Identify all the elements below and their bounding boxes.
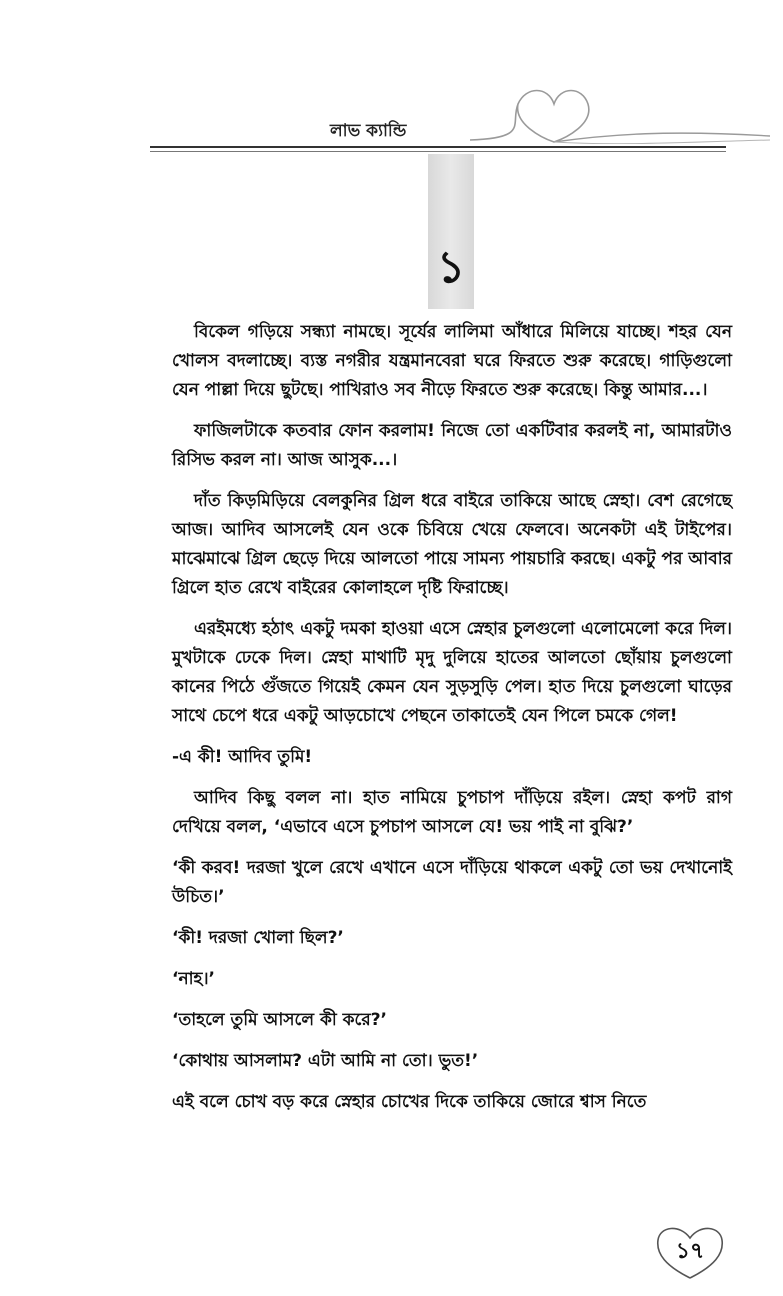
header-rule (150, 146, 726, 148)
heart-ornament-icon (470, 64, 770, 144)
paragraph: -এ কী! আদিব তুমি! (172, 747, 313, 767)
paragraph: ফাজিলটাকে কতবার ফোন করলাম! নিজে তো একটিবার করলই না, আমারটাও রিসিভ করল না। আজ আসুক...। (172, 421, 732, 470)
paragraph: ‘কী! দরজা খোলা ছিল?’ (172, 928, 344, 948)
page-number: ১৭ (675, 1239, 705, 1264)
chapter-marker (428, 154, 474, 309)
running-head-title: লাভ ক্যান্ডি (330, 121, 407, 141)
paragraph: ‘কী করব! দরজা খুলে রেখে এখানে এসে দাঁড়িয়ে থাকলে একটু তো ভয় দেখানোই উচিত।’ (172, 858, 732, 907)
paragraph: ‘কোথায় আসলাম? এটা আমি না তো। ভুত!’ (172, 1051, 479, 1071)
paragraph: দাঁত কিড়মিড়িয়ে বেলকুনির গ্রিল ধরে বাইরে তাকিয়ে আছে স্নেহা। বেশ রেগেছে আজ। আদিব আসলেই যেন ওকে চিবিয়ে খেয়ে ফেলবে। অনেকটা এই টাইপের। মাঝেমাঝে গ্রিল ছেড়ে দিয়ে আলতো পায়ে সামন্য পায়চারি করছে। একটু পর আবার গ্রিলে হাত রেখে বাইরের কোলাহলে দৃষ্টি ফিরাচ্ছে। (172, 491, 732, 598)
chapter-number: ১ (436, 242, 466, 293)
page-number-badge (652, 1220, 728, 1282)
paragraph: বিকেল গড়িয়ে সন্ধ্যা নামছে। সূর্যের লালিমা আঁধারে মিলিয়ে যাচ্ছে। শহর যেন খোলস বদলাচ্ছে। ব্যস্ত নগরীর যন্ত্রমানবেরা ঘরে ফিরতে শুরু করেছে। গাড়িগুলো যেন পাল্লা দিয়ে ছুটছে। পাখিরাও সব নীড়ে ফিরতে শুরু করেছে। কিন্তু আমার...। (172, 322, 732, 400)
chapter-body (172, 318, 732, 1129)
paragraph: এই বলে চোখ বড় করে স্নেহার চোখের দিকে তাকিয়ে জোরে শ্বাস নিতে (172, 1092, 647, 1112)
header-rule-secondary (150, 151, 726, 152)
paragraph: এরইমধ্যে হঠাৎ একটু দমকা হাওয়া এসে স্নেহার চুলগুলো এলোমেলো করে দিল। মুখটাকে ঢেকে দিল। স্নেহা মাথাটি মৃদু দুলিয়ে হাতের আলতো ছোঁয়ায় চুলগুলো কানের পিঠে গুঁজতে গিয়েই কেমন যেন সুড়সুড়ি পেল। হাত দিয়ে চুলগুলো ঘাড়ের সাথে চেপে ধরে একটু আড়চোখে পেছনে তাকাতেই যেন পিলে চমকে গেল! (172, 619, 732, 726)
paragraph: ‘নাহ।’ (172, 969, 216, 989)
paragraph: ‘তাহলে তুমি আসলে কী করে?’ (172, 1010, 388, 1030)
paragraph: আদিব কিছু বলল না। হাত নামিয়ে চুপচাপ দাঁড়িয়ে রইল। স্নেহা কপট রাগ দেখিয়ে বলল, ‘এভাবে এসে চুপচাপ আসলে যে! ভয় পাই না বুঝি?’ (172, 788, 732, 837)
